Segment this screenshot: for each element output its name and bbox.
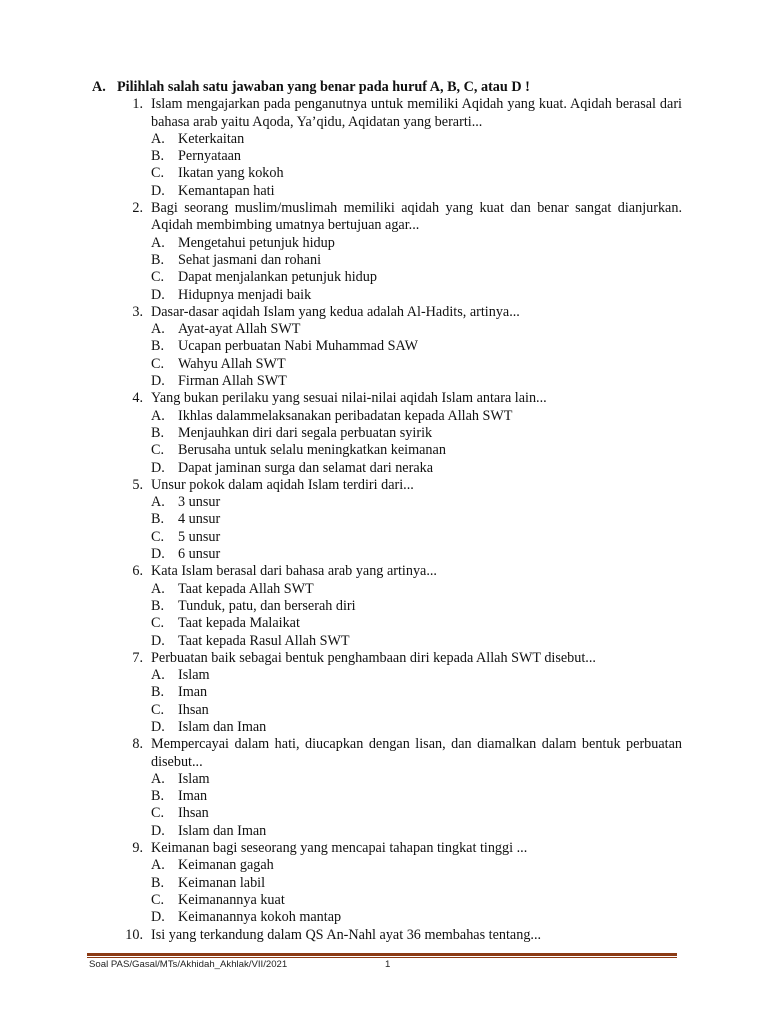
answer-option bbox=[151, 892, 682, 909]
question-number: 1. bbox=[132, 96, 143, 113]
option-text: Menjauhkan diri dari segala perbuatan syirik bbox=[178, 424, 433, 441]
answer-option bbox=[151, 287, 682, 304]
option-letter: A. bbox=[151, 130, 165, 147]
option-text: Wahyu Allah SWT bbox=[178, 355, 286, 372]
option-letter: A. bbox=[151, 407, 165, 424]
answer-option bbox=[151, 667, 682, 684]
option-text: Taat kepada Malaikat bbox=[178, 615, 300, 632]
answer-option bbox=[151, 494, 682, 511]
option-letter: A. bbox=[151, 580, 165, 597]
option-text: Taat kepada Rasul Allah SWT bbox=[178, 632, 350, 649]
option-letter: D. bbox=[151, 546, 165, 563]
option-letter: C. bbox=[151, 528, 165, 545]
question-text: Mempercayai dalam hati, diucapkan dengan lisan, dan diamalkan dalam bentuk perbuatan disebut... bbox=[151, 736, 682, 770]
option-letter: B. bbox=[151, 684, 165, 701]
answer-option bbox=[151, 702, 682, 719]
option-letter: B. bbox=[151, 424, 165, 441]
question-body bbox=[144, 650, 682, 736]
question-item bbox=[92, 304, 682, 390]
section-letter: A. bbox=[92, 79, 106, 95]
option-text: Ucapan perbuatan Nabi Muhammad SAW bbox=[178, 338, 418, 355]
option-text: Keterkaitan bbox=[178, 130, 245, 147]
option-text: Keimanannya kuat bbox=[178, 891, 285, 908]
option-letter: B. bbox=[151, 251, 165, 268]
option-letter: A. bbox=[151, 234, 165, 251]
answer-option bbox=[151, 633, 682, 650]
option-letter: A. bbox=[151, 857, 165, 874]
answer-option bbox=[151, 875, 682, 892]
answer-option bbox=[151, 356, 682, 373]
answer-option bbox=[151, 269, 682, 286]
answer-option bbox=[151, 615, 682, 632]
question-item bbox=[92, 840, 682, 926]
option-text: Dapat jaminan surga dan selamat dari neraka bbox=[178, 459, 434, 476]
footer-page-number: 1 bbox=[385, 959, 391, 970]
option-letter: D. bbox=[151, 182, 165, 199]
question-item bbox=[92, 477, 682, 563]
option-letter: A. bbox=[151, 667, 165, 684]
option-text: Keimanan gagah bbox=[178, 857, 274, 874]
option-letter: D. bbox=[151, 632, 165, 649]
option-letter: A. bbox=[151, 494, 165, 511]
question-item bbox=[92, 200, 682, 304]
answer-option bbox=[151, 460, 682, 477]
answer-option bbox=[151, 909, 682, 926]
answer-option bbox=[151, 823, 682, 840]
answer-option bbox=[151, 252, 682, 269]
question-text: Dasar-dasar aqidah Islam yang kedua adalah Al-Hadits, artinya... bbox=[151, 303, 520, 320]
option-text: Sehat jasmani dan rohani bbox=[178, 251, 322, 268]
answer-option bbox=[151, 235, 682, 252]
question-body bbox=[144, 563, 682, 649]
answer-option bbox=[151, 148, 682, 165]
option-text: Ayat-ayat Allah SWT bbox=[178, 321, 301, 338]
option-text: Ikhlas dalammelaksanakan peribadatan kepada Allah SWT bbox=[178, 407, 513, 424]
option-text: Islam bbox=[178, 667, 210, 684]
answer-option bbox=[151, 183, 682, 200]
section-instruction: Pilihlah salah satu jawaban yang benar pada huruf A, B, C, atau D ! bbox=[117, 79, 530, 95]
question-number: 3. bbox=[132, 303, 143, 320]
question-text: Bagi seorang muslim/muslimah memiliki aqidah yang kuat dan benar sangat dianjurkan. Aqidah membimbing umatnya bertujuan agar... bbox=[151, 200, 682, 234]
answer-option bbox=[151, 771, 682, 788]
question-text: Yang bukan perilaku yang sesuai nilai-nilai aqidah Islam antara lain... bbox=[151, 390, 547, 407]
question-item bbox=[92, 96, 682, 200]
question-number: 9. bbox=[132, 840, 143, 857]
footer-rule-thick bbox=[87, 953, 677, 956]
question-body bbox=[144, 390, 682, 476]
option-text: Mengetahui petunjuk hidup bbox=[178, 234, 335, 251]
option-text: Ihsan bbox=[178, 805, 209, 822]
option-text: Dapat menjalankan petunjuk hidup bbox=[178, 269, 377, 286]
question-text: Keimanan bagi seseorang yang mencapai tahapan tingkat tinggi ... bbox=[151, 840, 528, 857]
answer-option bbox=[151, 546, 682, 563]
answer-option bbox=[151, 857, 682, 874]
question-list bbox=[92, 96, 682, 944]
question-text: Islam mengajarkan pada penganutnya untuk memiliki Aqidah yang kuat. Aqidah berasal dari bahasa arab yaitu Aqoda, Ya’qidu, Aqidatan yang berarti... bbox=[151, 96, 682, 130]
option-text: Keimanan labil bbox=[178, 874, 266, 891]
question-section bbox=[92, 79, 682, 944]
option-letter: A. bbox=[151, 770, 165, 787]
question-number: 6. bbox=[132, 563, 143, 580]
question-text: Unsur pokok dalam aqidah Islam terdiri dari... bbox=[151, 476, 414, 493]
answer-option bbox=[151, 165, 682, 182]
question-item bbox=[92, 563, 682, 649]
question-item bbox=[92, 736, 682, 840]
answer-option bbox=[151, 788, 682, 805]
answer-option bbox=[151, 321, 682, 338]
option-text: 5 unsur bbox=[178, 528, 221, 545]
option-text: Hidupnya menjadi baik bbox=[178, 286, 312, 303]
option-text: Iman bbox=[178, 684, 208, 701]
option-letter: C. bbox=[151, 805, 165, 822]
option-text: Iman bbox=[178, 788, 208, 805]
option-letter: A. bbox=[151, 321, 165, 338]
option-letter: C. bbox=[151, 355, 165, 372]
answer-option bbox=[151, 581, 682, 598]
option-text: Ihsan bbox=[178, 701, 209, 718]
option-letter: B. bbox=[151, 511, 165, 528]
option-letter: D. bbox=[151, 909, 165, 926]
question-number: 10. bbox=[125, 926, 143, 943]
option-letter: B. bbox=[151, 338, 165, 355]
question-number: 2. bbox=[132, 200, 143, 217]
answer-option bbox=[151, 719, 682, 736]
question-number: 5. bbox=[132, 476, 143, 493]
option-text: Islam bbox=[178, 770, 210, 787]
option-letter: D. bbox=[151, 286, 165, 303]
question-number: 4. bbox=[132, 390, 143, 407]
option-text: Islam dan Iman bbox=[178, 718, 267, 735]
question-text: Kata Islam berasal dari bahasa arab yang artinya... bbox=[151, 563, 437, 580]
option-text: Tunduk, patu, dan berserah diri bbox=[178, 597, 356, 614]
question-number: 7. bbox=[132, 649, 143, 666]
option-letter: D. bbox=[151, 718, 165, 735]
answer-option bbox=[151, 684, 682, 701]
option-letter: B. bbox=[151, 148, 165, 165]
option-letter: C. bbox=[151, 891, 165, 908]
question-body bbox=[144, 736, 682, 840]
question-text: Perbuatan baik sebagai bentuk penghambaan diri kepada Allah SWT disebut... bbox=[151, 649, 596, 666]
option-letter: C. bbox=[151, 269, 165, 286]
option-text: Berusaha untuk selalu meningkatkan keimanan bbox=[178, 442, 446, 459]
answer-option bbox=[151, 373, 682, 390]
answer-option bbox=[151, 442, 682, 459]
option-letter: D. bbox=[151, 373, 165, 390]
option-text: Pernyataan bbox=[178, 148, 242, 165]
answer-option bbox=[151, 511, 682, 528]
option-letter: D. bbox=[151, 822, 165, 839]
answer-option bbox=[151, 598, 682, 615]
answer-option bbox=[151, 338, 682, 355]
answer-option bbox=[151, 131, 682, 148]
answer-option bbox=[151, 408, 682, 425]
question-number: 8. bbox=[132, 736, 143, 753]
option-letter: C. bbox=[151, 442, 165, 459]
option-text: 3 unsur bbox=[178, 494, 221, 511]
option-text: Islam dan Iman bbox=[178, 822, 267, 839]
option-letter: B. bbox=[151, 788, 165, 805]
question-text: Isi yang terkandung dalam QS An-Nahl ayat 36 membahas tentang... bbox=[151, 926, 542, 943]
option-letter: C. bbox=[151, 701, 165, 718]
section-heading bbox=[92, 79, 682, 96]
option-text: Firman Allah SWT bbox=[178, 373, 287, 390]
question-item bbox=[92, 650, 682, 736]
option-letter: B. bbox=[151, 874, 165, 891]
question-body bbox=[144, 304, 682, 390]
answer-option bbox=[151, 805, 682, 822]
option-text: 4 unsur bbox=[178, 511, 221, 528]
question-body bbox=[144, 96, 682, 200]
option-text: Keimanannya kokoh mantap bbox=[178, 909, 342, 926]
option-letter: C. bbox=[151, 165, 165, 182]
question-body bbox=[144, 927, 682, 944]
answer-option bbox=[151, 425, 682, 442]
question-item bbox=[92, 927, 682, 944]
question-body bbox=[144, 477, 682, 563]
option-letter: B. bbox=[151, 597, 165, 614]
footer-rule-thin bbox=[87, 957, 677, 958]
option-text: Taat kepada Allah SWT bbox=[178, 580, 314, 597]
option-text: Kemantapan hati bbox=[178, 182, 275, 199]
option-text: Ikatan yang kokoh bbox=[178, 165, 284, 182]
question-item bbox=[92, 390, 682, 476]
option-letter: D. bbox=[151, 459, 165, 476]
footer-doc-id: Soal PAS/Gasal/MTs/Akhidah_Akhlak/VII/2021 bbox=[89, 959, 288, 970]
question-body bbox=[144, 200, 682, 304]
option-letter: C. bbox=[151, 615, 165, 632]
answer-option bbox=[151, 529, 682, 546]
question-body bbox=[144, 840, 682, 926]
option-text: 6 unsur bbox=[178, 546, 221, 563]
